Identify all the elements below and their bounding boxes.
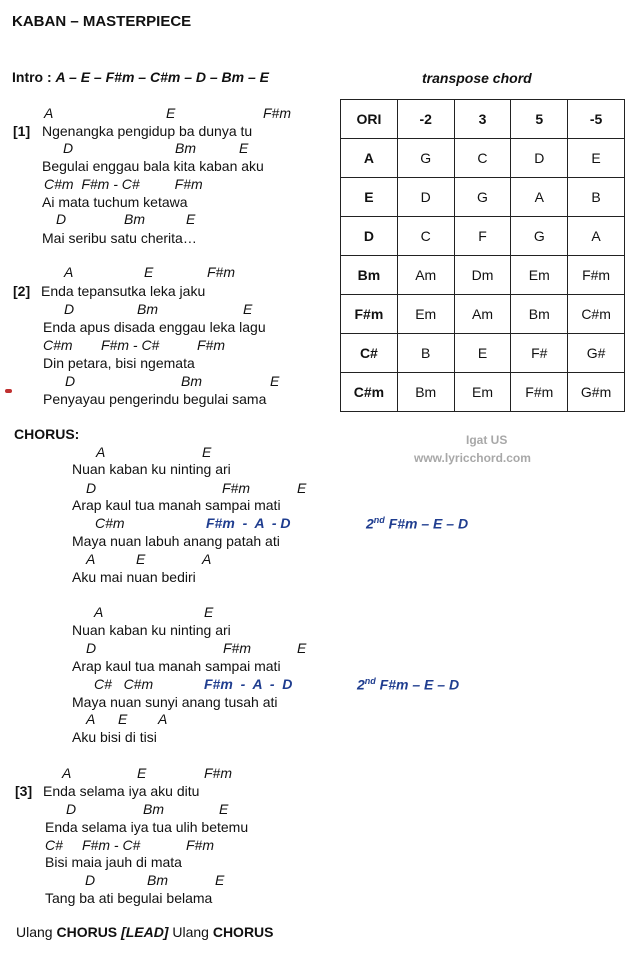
verse3-chord: E	[215, 872, 225, 888]
verse2-lyric: Enda apus disada enggau leka lagu	[43, 319, 266, 335]
chorus1-second-progression: 2nd F#m – E – D	[366, 515, 469, 532]
table-cell: A	[568, 217, 625, 256]
table-header-cell: 3	[454, 100, 511, 139]
verse1-chord: D	[56, 211, 67, 227]
song-title: KABAN – MASTERPIECE	[12, 13, 192, 30]
verse2-lyric: Penyayau pengerindu begulai sama	[43, 391, 267, 407]
chorus2-chord: F#m	[223, 640, 251, 656]
table-cell: Em	[511, 256, 568, 295]
table-header-cell: 5	[511, 100, 568, 139]
table-cell: B	[397, 334, 454, 373]
verse2-chord: C#m	[43, 337, 73, 353]
chorus1-chord: D	[86, 480, 97, 496]
table-cell: D	[341, 217, 398, 256]
red-mark	[5, 389, 12, 393]
verse2-chord: E	[144, 264, 154, 280]
table-header-cell: -5	[568, 100, 625, 139]
table-cell: A	[511, 178, 568, 217]
table-header-cell: -2	[397, 100, 454, 139]
chorus1-lyric: Arap kaul tua manah sampai mati	[72, 497, 281, 513]
chorus1-lyric: Aku mai nuan bediri	[72, 569, 196, 585]
verse1-chord: E	[166, 105, 176, 121]
footer-text: Ulang	[16, 924, 57, 940]
chorus2-lyric: Arap kaul tua manah sampai mati	[72, 658, 281, 674]
footer-instruction	[16, 925, 274, 939]
table-row	[341, 217, 625, 256]
chorus1-chord: E	[202, 444, 212, 460]
table-cell: F#m	[511, 373, 568, 412]
chorus1-chord: A	[96, 444, 106, 460]
verse3-chord: D	[85, 872, 96, 888]
table-row	[341, 334, 625, 373]
verse1-chord: F#m	[263, 105, 291, 121]
verse3-chord: A	[62, 765, 72, 781]
table-cell: D	[397, 178, 454, 217]
table-cell: Bm	[397, 373, 454, 412]
intro-line	[12, 70, 269, 84]
verse3-number: [3]	[15, 783, 33, 799]
footer-lead: [LEAD]	[121, 924, 169, 940]
table-cell: Bm	[511, 295, 568, 334]
table-cell: Bm	[341, 256, 398, 295]
chorus1-chord: E	[297, 480, 307, 496]
chorus2-chord: E	[204, 604, 214, 620]
verse2-lyric: Enda tepansutka leka jaku	[41, 283, 206, 299]
verse2-chord: E	[270, 373, 280, 389]
verse2-lyric: Din petara, bisi ngemata	[43, 355, 195, 371]
chorus1-chord: A	[202, 551, 212, 567]
table-cell: Em	[397, 295, 454, 334]
chorus2-chord: A	[158, 711, 168, 727]
table-cell: Em	[454, 373, 511, 412]
transpose-table	[340, 99, 625, 412]
table-cell: F#m	[341, 295, 398, 334]
verse2-chord: Bm	[137, 301, 158, 317]
chorus1-chord: E	[136, 551, 146, 567]
verse2-chord: F#m - C#	[101, 337, 160, 353]
table-cell: E	[341, 178, 398, 217]
chorus2-chord-progression: F#m - A - D	[204, 676, 293, 692]
table-row	[341, 295, 625, 334]
verse2-chord: D	[64, 301, 75, 317]
table-row	[341, 373, 625, 412]
chorus2-chord: E	[297, 640, 307, 656]
table-cell: B	[568, 178, 625, 217]
verse3-lyric: Tang ba ati begulai belama	[45, 890, 213, 906]
table-cell: G#m	[568, 373, 625, 412]
chorus2-lyric: Nuan kaban ku ninting ari	[72, 622, 231, 638]
table-cell: Am	[397, 256, 454, 295]
verse2-chord: A	[64, 264, 74, 280]
verse3-chord: E	[219, 801, 229, 817]
verse1-lyric: Ngenangka pengidup ba dunya tu	[42, 123, 253, 139]
table-cell: Dm	[454, 256, 511, 295]
verse3-lyric: Enda selama iya tua ulih betemu	[45, 819, 249, 835]
table-header-cell: ORI	[341, 100, 398, 139]
table-cell: A	[341, 139, 398, 178]
table-header-row	[341, 100, 625, 139]
footer-text: Ulang	[168, 924, 213, 940]
chorus2-lyric: Aku bisi di tisi	[72, 729, 157, 745]
verse2-chord: F#m	[197, 337, 225, 353]
chorus2-lyric: Maya nuan sunyi anang tusah ati	[72, 694, 278, 710]
verse2-chord: D	[65, 373, 76, 389]
table-cell: C#	[341, 334, 398, 373]
verse1-chord: Bm	[175, 140, 196, 156]
table-row	[341, 178, 625, 217]
table-cell: E	[454, 334, 511, 373]
table-cell: E	[568, 139, 625, 178]
chorus2-chord: A	[94, 604, 104, 620]
table-cell: C	[454, 139, 511, 178]
table-cell: G	[454, 178, 511, 217]
verse3-chord: F#m	[186, 837, 214, 853]
verse3-chord: Bm	[143, 801, 164, 817]
chorus2-chord: A	[86, 711, 96, 727]
verse2-chord: F#m	[207, 264, 235, 280]
verse1-chord: Bm	[124, 211, 145, 227]
watermark-url: www.lyricchord.com	[414, 451, 531, 465]
table-cell: G	[511, 217, 568, 256]
chorus1-lyric: Nuan kaban ku ninting ari	[72, 461, 231, 477]
verse1-lyric: Mai seribu satu cherita…	[42, 230, 197, 246]
chorus1-lyric: Maya nuan labuh anang patah ati	[72, 533, 280, 549]
verse1-chord: D	[63, 140, 74, 156]
table-row	[341, 139, 625, 178]
verse1-lyric: Ai mata tuchum ketawa	[42, 194, 188, 210]
verse2-chord: E	[243, 301, 253, 317]
footer-chorus: CHORUS	[56, 924, 118, 940]
chorus2-chord: C# C#m	[94, 676, 154, 692]
table-cell: F	[454, 217, 511, 256]
chorus-label: CHORUS:	[14, 426, 80, 442]
table-cell: D	[511, 139, 568, 178]
table-cell: Am	[454, 295, 511, 334]
table-cell: G	[397, 139, 454, 178]
table-cell: F#	[511, 334, 568, 373]
verse1-lyric: Begulai enggau bala kita kaban aku	[42, 158, 264, 174]
table-cell: F#m	[568, 256, 625, 295]
verse1-chord: E	[186, 211, 196, 227]
verse1-chord: E	[239, 140, 249, 156]
verse3-chord: C#	[45, 837, 63, 853]
table-cell: C	[397, 217, 454, 256]
verse3-lyric: Enda selama iya aku ditu	[43, 783, 200, 799]
chorus1-chord: F#m	[222, 480, 250, 496]
verse2-number: [2]	[13, 283, 31, 299]
chorus2-second-progression: 2nd F#m – E – D	[357, 676, 460, 693]
chorus1-chord: C#m	[95, 515, 125, 531]
verse3-chord: F#m - C#	[82, 837, 141, 853]
transpose-title: transpose chord	[422, 70, 532, 86]
table-cell: C#m	[568, 295, 625, 334]
chorus2-chord: D	[86, 640, 97, 656]
verse3-chord: Bm	[147, 872, 168, 888]
verse3-lyric: Bisi maia jauh di mata	[45, 854, 182, 870]
verse2-chord: Bm	[181, 373, 202, 389]
intro-label: Intro :	[12, 69, 56, 85]
chorus1-chord: A	[86, 551, 96, 567]
verse3-chord: D	[66, 801, 77, 817]
watermark-name: Igat US	[466, 433, 508, 447]
verse1-chord: A	[44, 105, 54, 121]
table-cell: G#	[568, 334, 625, 373]
verse3-chord: E	[137, 765, 147, 781]
footer-chorus: CHORUS	[212, 924, 274, 940]
intro-chords: A – E – F#m – C#m – D – Bm – E	[55, 69, 270, 85]
verse3-chord: F#m	[204, 765, 232, 781]
table-cell: C#m	[341, 373, 398, 412]
table-row	[341, 256, 625, 295]
verse1-chord: C#m F#m - C# F#m	[44, 176, 203, 192]
verse1-number: [1]	[13, 123, 31, 139]
chorus1-chord-progression: F#m - A - D	[206, 515, 291, 531]
chorus2-chord: E	[118, 711, 128, 727]
